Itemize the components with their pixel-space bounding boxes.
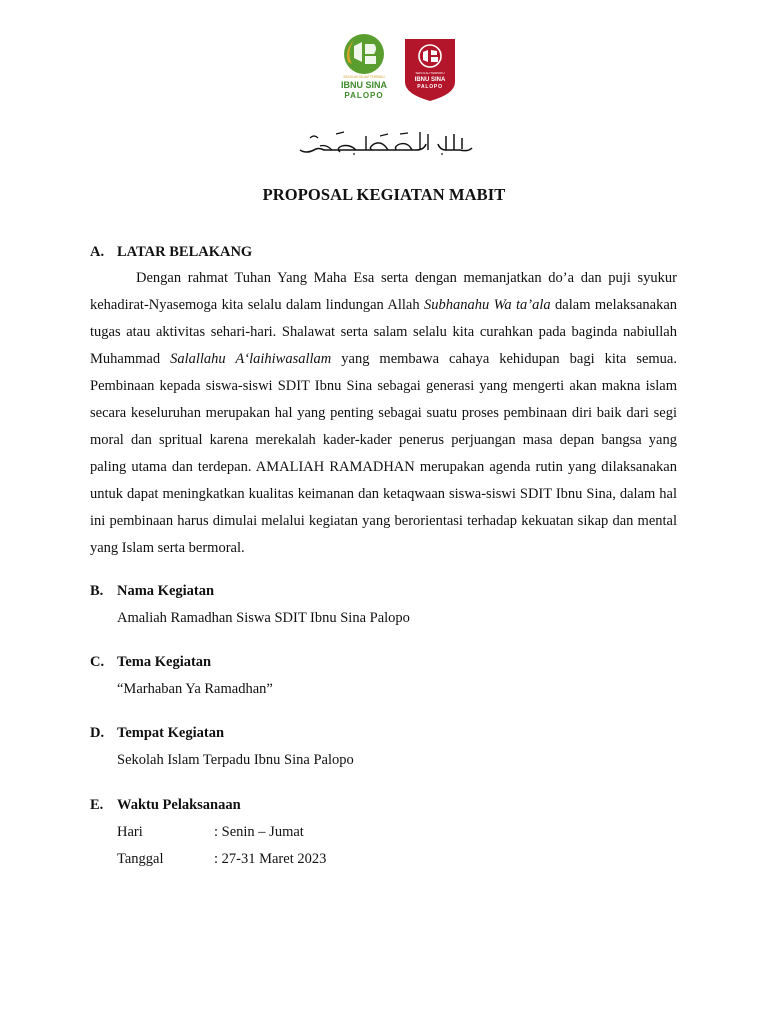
section-c-value: “Marhaban Ya Ramadhan” [117, 681, 273, 697]
para-italic-2: Salallahu A‘laihiwasallam [170, 351, 332, 367]
para-text-2: dalam melaksanakan tugas atau aktivitas sehari-hari. Shalawat serta salam selalu kita curahkan pada baginda nabiullah Muhammad [90, 297, 677, 367]
school-logo-red-shield [404, 38, 456, 102]
logo-left-small-text: SEKOLAH ISLAM TERPADU [343, 75, 385, 79]
logo-left-line1: IBNU SINA [340, 80, 388, 90]
logo-right-small-text: SEKOLAH TERPADU [415, 71, 445, 75]
section-a-letter: A. [90, 244, 105, 260]
section-b-value: Amaliah Ramadhan Siswa SDIT Ibnu Sina Palopo [117, 610, 410, 626]
schedule-row-label: Tanggal [117, 851, 164, 867]
schedule-row-label: Hari [117, 824, 143, 840]
section-c-title: Tema Kegiatan [117, 654, 212, 670]
para-text-1: Dengan rahmat Tuhan Yang Maha Esa serta dengan memanjatkan do’a dan puji syukur kehadirat-Nyasemoga kita selalu dalam lindungan Allah [90, 270, 677, 313]
schedule-row-value: : Senin – Jumat [214, 824, 304, 840]
para-italic-1: Subhanahu Wa ta’ala [423, 297, 551, 313]
logo-right-line2: PALOPO [417, 84, 443, 90]
schedule-row-value: : 27-31 Maret 2023 [214, 851, 327, 867]
section-b-title: Nama Kegiatan [117, 583, 215, 599]
logo-right-line1: IBNU SINA [414, 77, 446, 83]
section-d-value: Sekolah Islam Terpadu Ibnu Sina Palopo [117, 752, 354, 768]
header-logos [0, 32, 768, 104]
logo-left-line2: PALOPO [344, 91, 384, 100]
para-text-3: yang membawa cahaya kehidupan bagi kita semua. Pembinaan kepada siswa-siswi SDIT Ibnu Sina sebagai generasi yang mengerti akan makna islam secara keseluruhan merupakan hal yang penting sebagai suatu proses pembinaan diri baik dari segi moral dan spritual karena merekalah kader-kader penerus perjuangan masa depan bangsa yang paling utama dan terdepan. AMALIAH RAMADHAN merupakan agenda rutin yang dilaksanakan untuk dapat meningkatkan kualitas keimanan dan ketaqwaan siswa-siswi SDIT Ibnu Sina, dalam hal ini pembinaan harus dimulai melalui kegiatan yang berorientasi terhadap kekuatan sikap dan mental yang Islam serta bermoral. [90, 351, 677, 556]
section-e-letter: E. [90, 797, 104, 813]
section-e-title: Waktu Pelaksanaan [117, 797, 241, 813]
section-c-letter: C. [90, 654, 105, 670]
basmalah-calligraphy-icon [296, 128, 482, 156]
section-a-paragraph [90, 265, 677, 562]
section-d-title: Tempat Kegiatan [117, 725, 225, 741]
school-logo-green [334, 32, 394, 102]
section-d-letter: D. [90, 725, 105, 741]
document-title: PROPOSAL KEGIATAN MABIT [262, 185, 506, 204]
section-b-letter: B. [90, 583, 104, 599]
section-a-title: LATAR BELAKANG [117, 244, 253, 260]
